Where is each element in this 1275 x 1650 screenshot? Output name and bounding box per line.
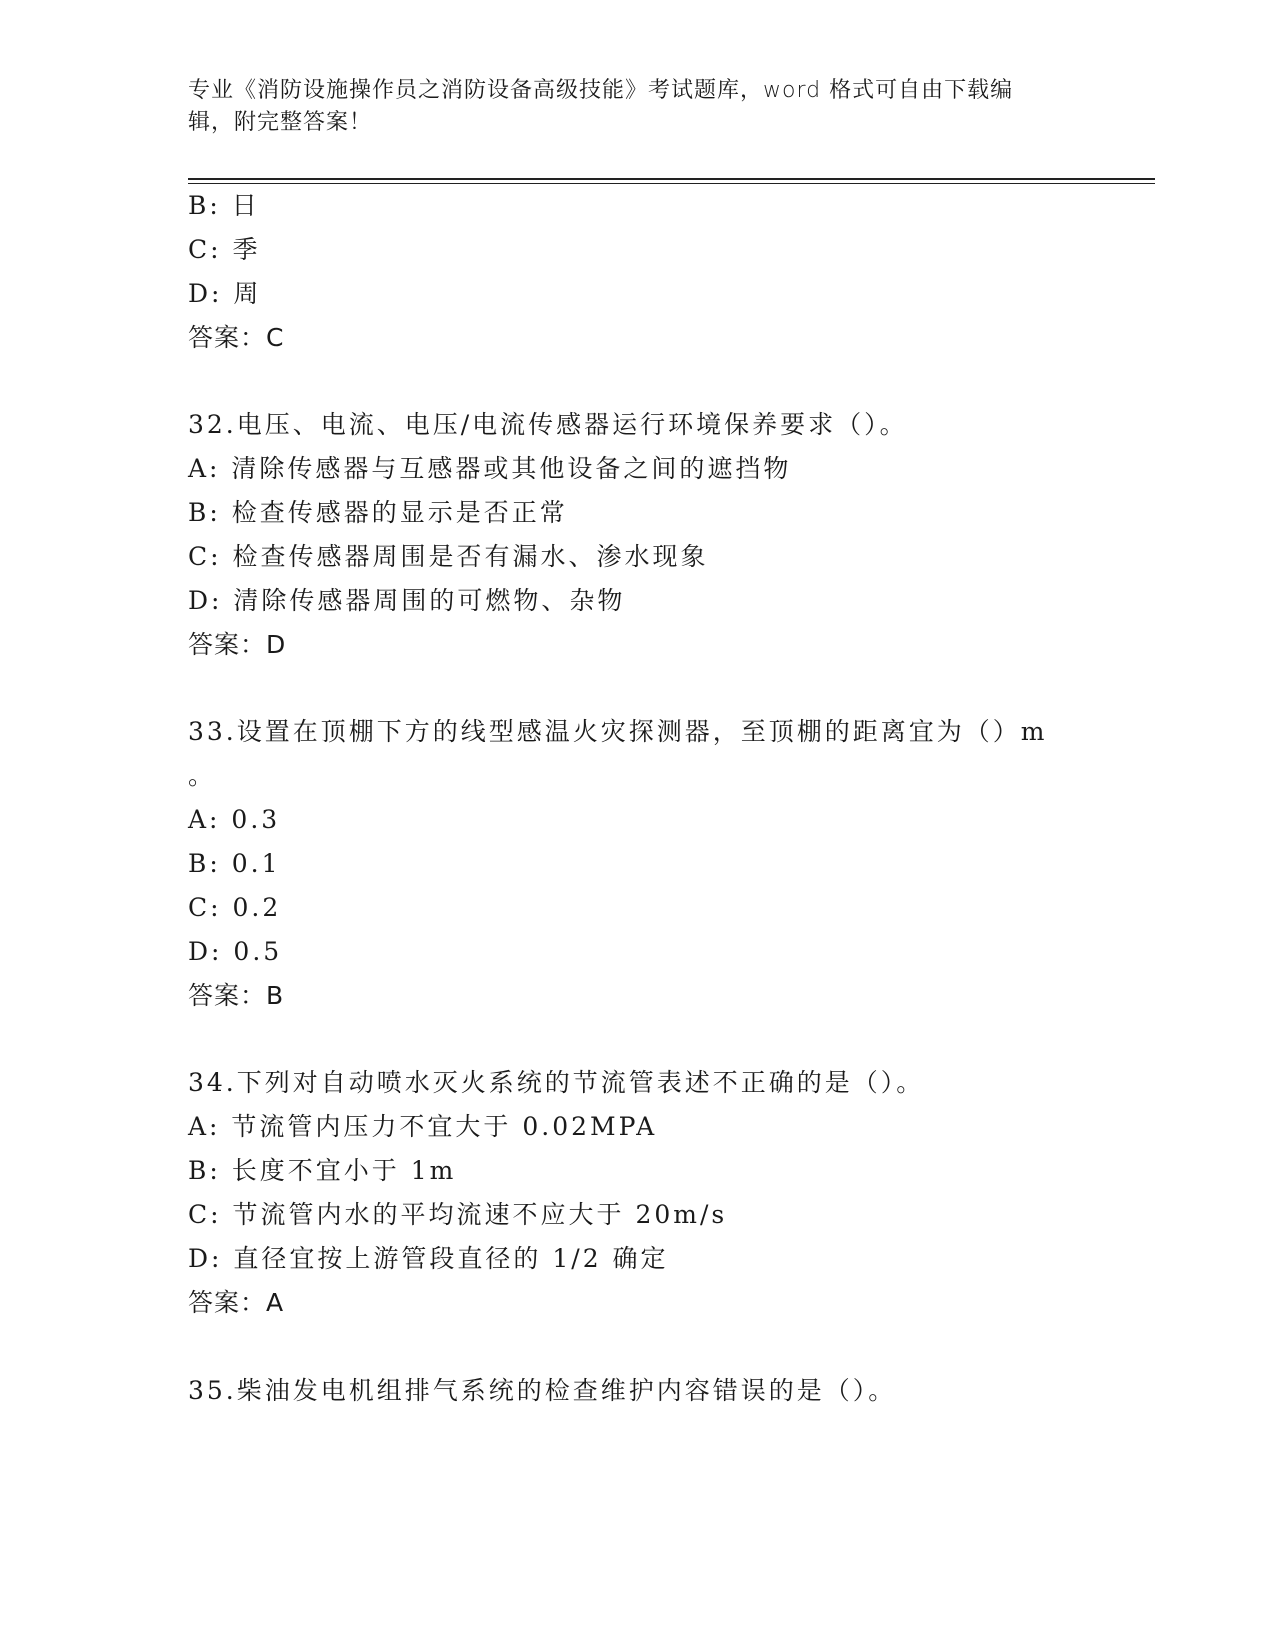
question-33: 33.设置在顶棚下方的线型感温火灾探测器，至顶棚的距离宜为（）m <box>188 717 1048 746</box>
q33-option-b: B: 0.1 <box>188 849 281 878</box>
q32-option-c: C: 检查传感器周围是否有漏水、渗水现象 <box>188 542 709 571</box>
q34-option-b: B: 长度不宜小于 1m <box>188 1156 457 1185</box>
q34-answer: 答案：A <box>188 1288 285 1317</box>
q33-option-c: C: 0.2 <box>188 893 282 922</box>
q32-option-d: D: 清除传感器周围的可燃物、杂物 <box>188 586 626 615</box>
header-line-1: 专业《消防设施操作员之消防设备高级技能》考试题库，word 格式可自由下载编 <box>188 78 1014 103</box>
option-d: D: 周 <box>188 279 262 308</box>
q34-option-c: C: 节流管内水的平均流速不应大于 20m/s <box>188 1200 728 1229</box>
question-32: 32.电压、电流、电压/电流传感器运行环境保养要求（）。 <box>188 410 908 439</box>
q34-option-a: A: 节流管内压力不宜大于 0.02MPA <box>188 1112 658 1141</box>
q34-option-d: D: 直径宜按上游管段直径的 1/2 确定 <box>188 1244 669 1273</box>
document-header <box>188 75 1088 139</box>
q33-option-a: A: 0.3 <box>188 805 281 834</box>
option-c: C: 季 <box>188 235 261 264</box>
header-divider-thin <box>188 183 1155 184</box>
question-35: 35.柴油发电机组排气系统的检查维护内容错误的是（）。 <box>188 1376 897 1405</box>
answer-line: 答案：C <box>188 323 285 352</box>
header-divider-thick <box>188 178 1155 180</box>
q32-answer: 答案：D <box>188 630 287 659</box>
q33-answer: 答案：B <box>188 981 285 1010</box>
q32-option-a: A: 清除传感器与互感器或其他设备之间的遮挡物 <box>188 454 792 483</box>
q33-option-d: D: 0.5 <box>188 937 283 966</box>
header-line-2: 辑，附完整答案！ <box>188 110 373 135</box>
question-34: 34.下列对自动喷水灭火系统的节流管表述不正确的是（）。 <box>188 1068 925 1097</box>
option-b: B: 日 <box>188 191 260 220</box>
question-33-continuation: 。 <box>188 761 217 790</box>
q32-option-b: B: 检查传感器的显示是否正常 <box>188 498 568 527</box>
